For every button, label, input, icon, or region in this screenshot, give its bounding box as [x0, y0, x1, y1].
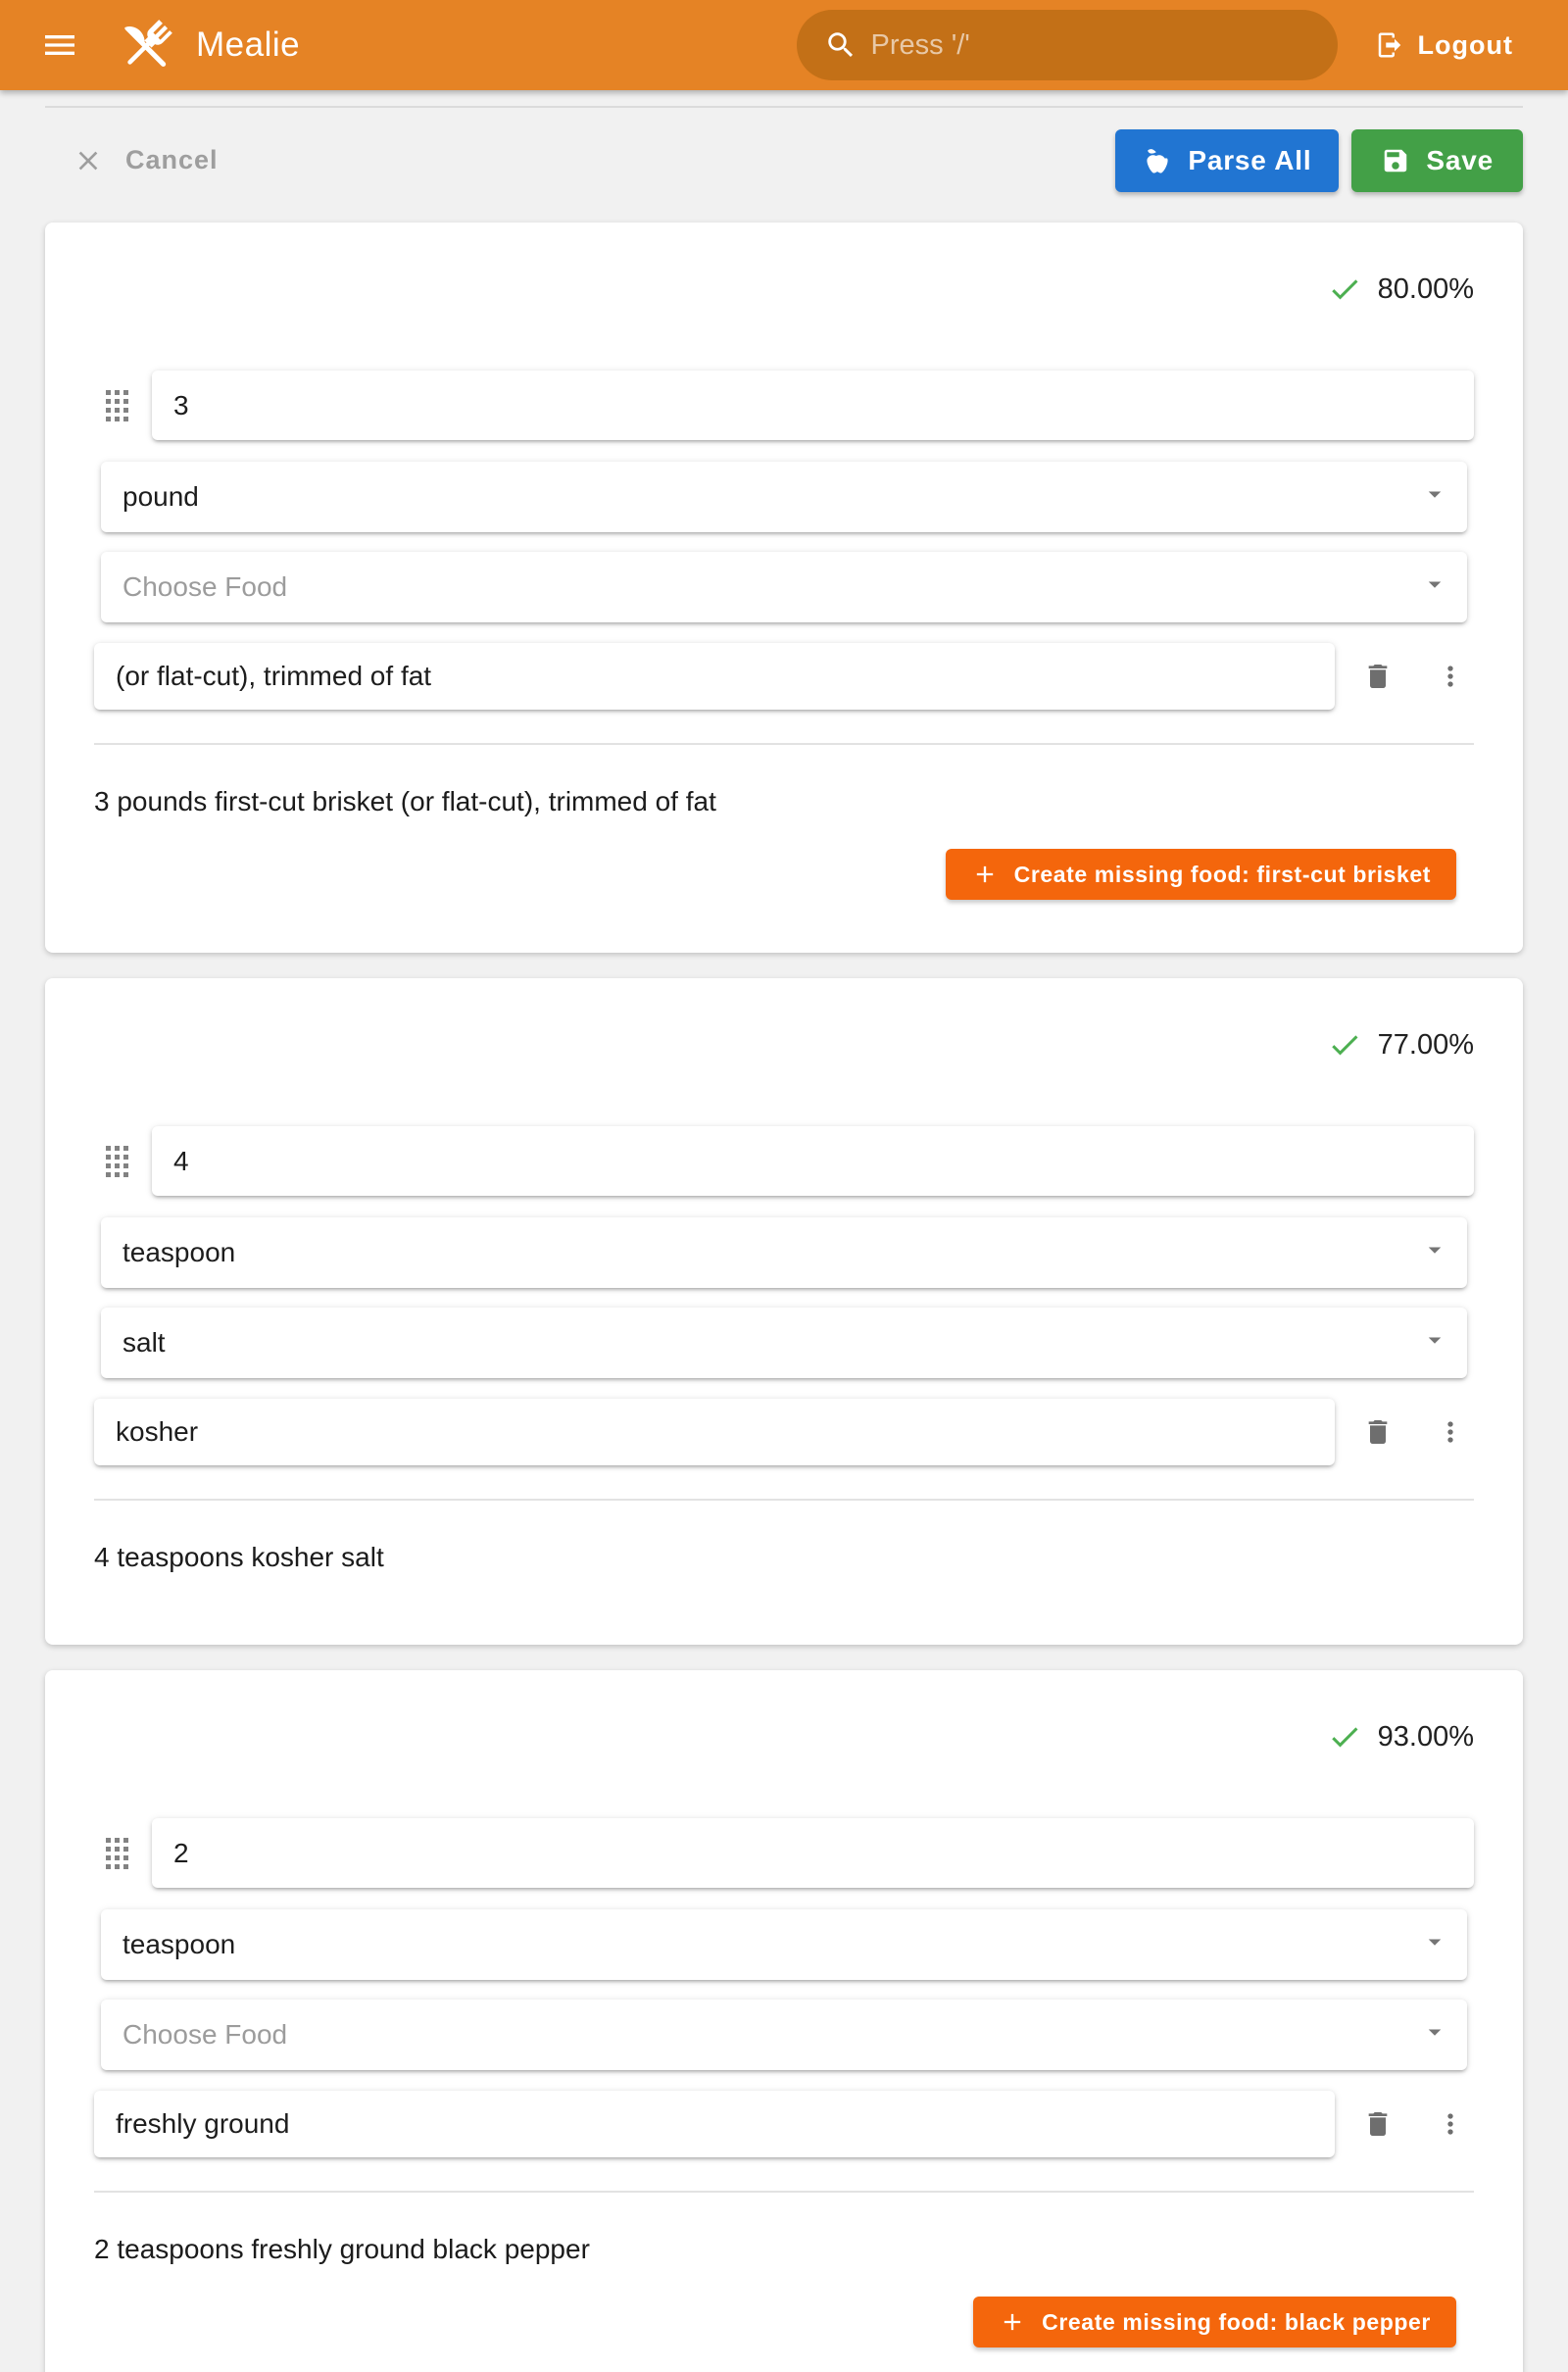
amount-row [106, 1126, 1474, 1196]
create-missing-row [45, 2297, 1456, 2347]
trash-icon [1362, 1416, 1394, 1448]
quantity-field [152, 1818, 1474, 1888]
create-missing-food-label: Create missing food: first-cut brisket [1013, 861, 1431, 887]
note-row [94, 1399, 1478, 1465]
confidence-value: 93.00% [1377, 1720, 1474, 1753]
amount-row [106, 1818, 1474, 1888]
note-input[interactable] [116, 1416, 1317, 1448]
kebab-menu-icon [1435, 2108, 1466, 2140]
create-missing-food-label: Create missing food: black pepper [1042, 2308, 1431, 2335]
more-options-button[interactable] [1423, 1405, 1478, 1459]
food-placeholder: Choose Food [122, 2019, 288, 2050]
note-field [94, 643, 1335, 710]
confidence-badge [45, 1670, 1523, 1756]
chevron-down-icon [1420, 1235, 1449, 1271]
hamburger-menu-icon[interactable] [39, 25, 80, 66]
ingredient-card [45, 222, 1523, 953]
cancel-label: Cancel [125, 145, 219, 174]
create-missing-food-button[interactable] [973, 2297, 1456, 2347]
chevron-down-icon [1420, 569, 1449, 606]
close-icon [73, 145, 104, 176]
divider [45, 106, 1523, 108]
mealie-logo-icon [114, 12, 180, 78]
note-field [94, 1399, 1335, 1465]
drag-handle-icon[interactable] [106, 1838, 128, 1869]
plus-icon [971, 861, 999, 888]
unit-value: teaspoon [122, 1929, 236, 1959]
note-field [94, 2091, 1335, 2157]
apple-icon [1143, 146, 1172, 175]
quantity-input[interactable] [173, 390, 1456, 421]
kebab-menu-icon [1435, 1416, 1466, 1448]
create-missing-row [45, 849, 1456, 900]
logout-icon [1375, 30, 1404, 60]
save-button[interactable] [1351, 129, 1523, 192]
ingredient-card [45, 978, 1523, 1645]
unit-value: teaspoon [122, 1237, 236, 1267]
trash-icon [1362, 2108, 1394, 2140]
unit-value: pound [122, 481, 199, 512]
confidence-badge [45, 978, 1523, 1064]
chevron-down-icon [1420, 479, 1449, 516]
note-actions [1350, 2097, 1478, 2151]
food-value: salt [122, 1327, 166, 1358]
note-actions [1350, 1405, 1478, 1459]
food-select[interactable] [101, 1308, 1467, 1378]
food-select[interactable] [101, 2000, 1467, 2070]
unit-select[interactable] [101, 1217, 1467, 1288]
logout-label: Logout [1417, 29, 1513, 60]
logout-button[interactable] [1375, 30, 1513, 61]
chevron-down-icon [1420, 1927, 1449, 1963]
confidence-value: 77.00% [1377, 1028, 1474, 1061]
delete-button[interactable] [1350, 649, 1405, 704]
search-input[interactable] [871, 29, 1318, 62]
quantity-input[interactable] [173, 1146, 1456, 1177]
original-ingredient-text: 2 teaspoons freshly ground black pepper [94, 2234, 590, 2264]
kebab-menu-icon [1435, 661, 1466, 692]
divider [94, 1499, 1474, 1501]
ingredient-card [45, 1670, 1523, 2372]
floppy-disk-icon [1381, 146, 1410, 175]
original-ingredient-text: 3 pounds first-cut brisket (or flat-cut), trimmed of fat [94, 786, 716, 816]
chevron-down-icon [1420, 1325, 1449, 1361]
confidence-value: 80.00% [1377, 272, 1474, 305]
more-options-button[interactable] [1423, 649, 1478, 704]
note-actions [1350, 649, 1478, 704]
toolbar [45, 128, 1523, 192]
delete-button[interactable] [1350, 2097, 1405, 2151]
drag-handle-icon[interactable] [106, 1146, 128, 1177]
chevron-down-icon [1420, 2017, 1449, 2053]
save-label: Save [1426, 144, 1494, 175]
confidence-badge [45, 222, 1523, 309]
quantity-field [152, 371, 1474, 440]
check-icon [1327, 1027, 1362, 1062]
food-select[interactable] [101, 552, 1467, 622]
quantity-input[interactable] [173, 1838, 1456, 1869]
parse-all-button[interactable] [1115, 129, 1339, 192]
note-input[interactable] [116, 2108, 1317, 2140]
food-placeholder: Choose Food [122, 571, 288, 602]
plus-icon [999, 2308, 1026, 2336]
toolbar-actions [1115, 129, 1523, 192]
original-ingredient-text: 4 teaspoons kosher salt [94, 1542, 384, 1572]
drag-handle-icon[interactable] [106, 390, 128, 421]
trash-icon [1362, 661, 1394, 692]
search-icon [824, 28, 858, 62]
note-row [94, 643, 1478, 710]
amount-row [106, 371, 1474, 440]
create-missing-food-button[interactable] [946, 849, 1456, 900]
divider [94, 2191, 1474, 2193]
quantity-field [152, 1126, 1474, 1196]
app-title: Mealie [196, 25, 301, 64]
cancel-button[interactable] [73, 145, 219, 176]
search-bar[interactable] [797, 10, 1338, 80]
app-header [0, 0, 1568, 90]
parse-all-label: Parse All [1188, 144, 1312, 175]
note-input[interactable] [116, 661, 1317, 692]
more-options-button[interactable] [1423, 2097, 1478, 2151]
check-icon [1327, 1719, 1362, 1754]
delete-button[interactable] [1350, 1405, 1405, 1459]
divider [94, 743, 1474, 745]
unit-select[interactable] [101, 1909, 1467, 1980]
check-icon [1327, 272, 1362, 307]
unit-select[interactable] [101, 462, 1467, 532]
note-row [94, 2091, 1478, 2157]
